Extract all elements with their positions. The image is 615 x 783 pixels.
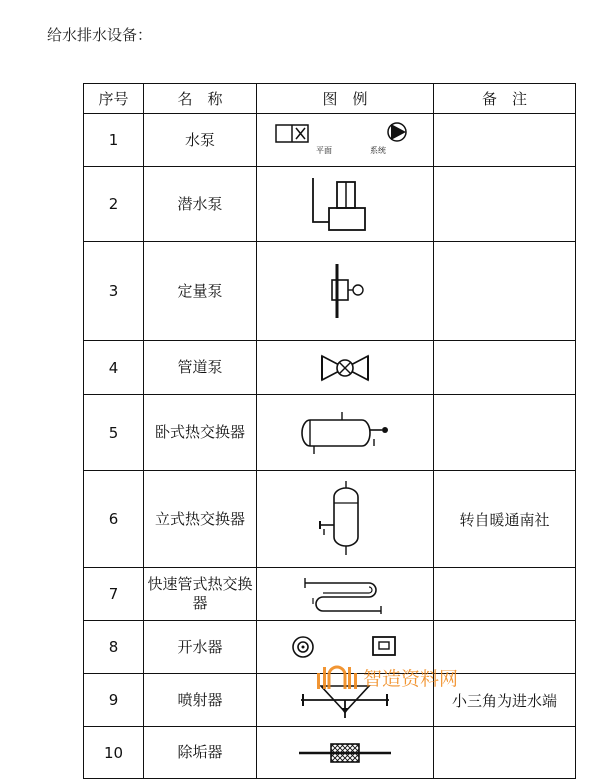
header-number: 序号 [84,84,144,114]
table-row [84,341,576,395]
header-symbol: 图 例 [257,84,434,114]
row-number: 8 [84,621,144,674]
page-heading: 给水排水设备： [47,26,153,44]
row-number: 6 [84,471,144,568]
row-name: 卧式热交换器 [144,395,257,471]
water-pump-symbol [270,120,420,160]
water-boiler-symbol [285,629,405,665]
row-remark [434,114,576,167]
descaler-symbol [295,738,395,768]
row-remark: 转自暖通南社 [434,471,576,568]
table-row [84,674,576,727]
row-name: 水泵 [144,114,257,167]
row-number: 2 [84,167,144,242]
quick-tube-heat-exchanger-symbol [295,574,395,614]
table-row [84,167,576,242]
table-row [84,621,576,674]
row-remark [434,621,576,674]
row-name: 定量泵 [144,242,257,341]
row-name: 快速管式热交换器 [144,568,257,621]
row-remark [434,167,576,242]
vertical-heat-exchanger-symbol [310,479,380,559]
row-number: 1 [84,114,144,167]
table-row [84,242,576,341]
row-name: 喷射器 [144,674,257,727]
row-number: 5 [84,395,144,471]
row-remark: 小三角为进水端 [434,674,576,727]
row-name: 潜水泵 [144,167,257,242]
submersible-pump-symbol [305,174,385,234]
table-row [84,568,576,621]
row-name: 开水器 [144,621,257,674]
row-remark [434,727,576,779]
plan-label: 平面 [316,146,332,155]
row-number: 10 [84,727,144,779]
row-remark [434,568,576,621]
table-row [84,471,576,568]
metering-pump-symbol [315,256,375,326]
row-remark [434,395,576,471]
system-label: 系统 [370,146,386,155]
watermark-text: 智造资料网 [363,668,459,690]
row-remark [434,341,576,395]
row-number: 9 [84,674,144,727]
header-remark: 备 注 [434,84,576,114]
row-name: 立式热交换器 [144,471,257,568]
row-number: 7 [84,568,144,621]
row-name: 除垢器 [144,727,257,779]
table-row [84,114,576,167]
ejector-symbol [295,678,395,722]
pipeline-pump-symbol [310,348,380,388]
equipment-symbol-table [83,83,576,779]
row-remark [434,242,576,341]
horizontal-heat-exchanger-symbol [290,408,400,458]
row-name: 管道泵 [144,341,257,395]
row-number: 4 [84,341,144,395]
header-name: 名 称 [144,84,257,114]
table-row [84,727,576,779]
row-number: 3 [84,242,144,341]
table-row [84,395,576,471]
table-header-row [84,84,576,114]
